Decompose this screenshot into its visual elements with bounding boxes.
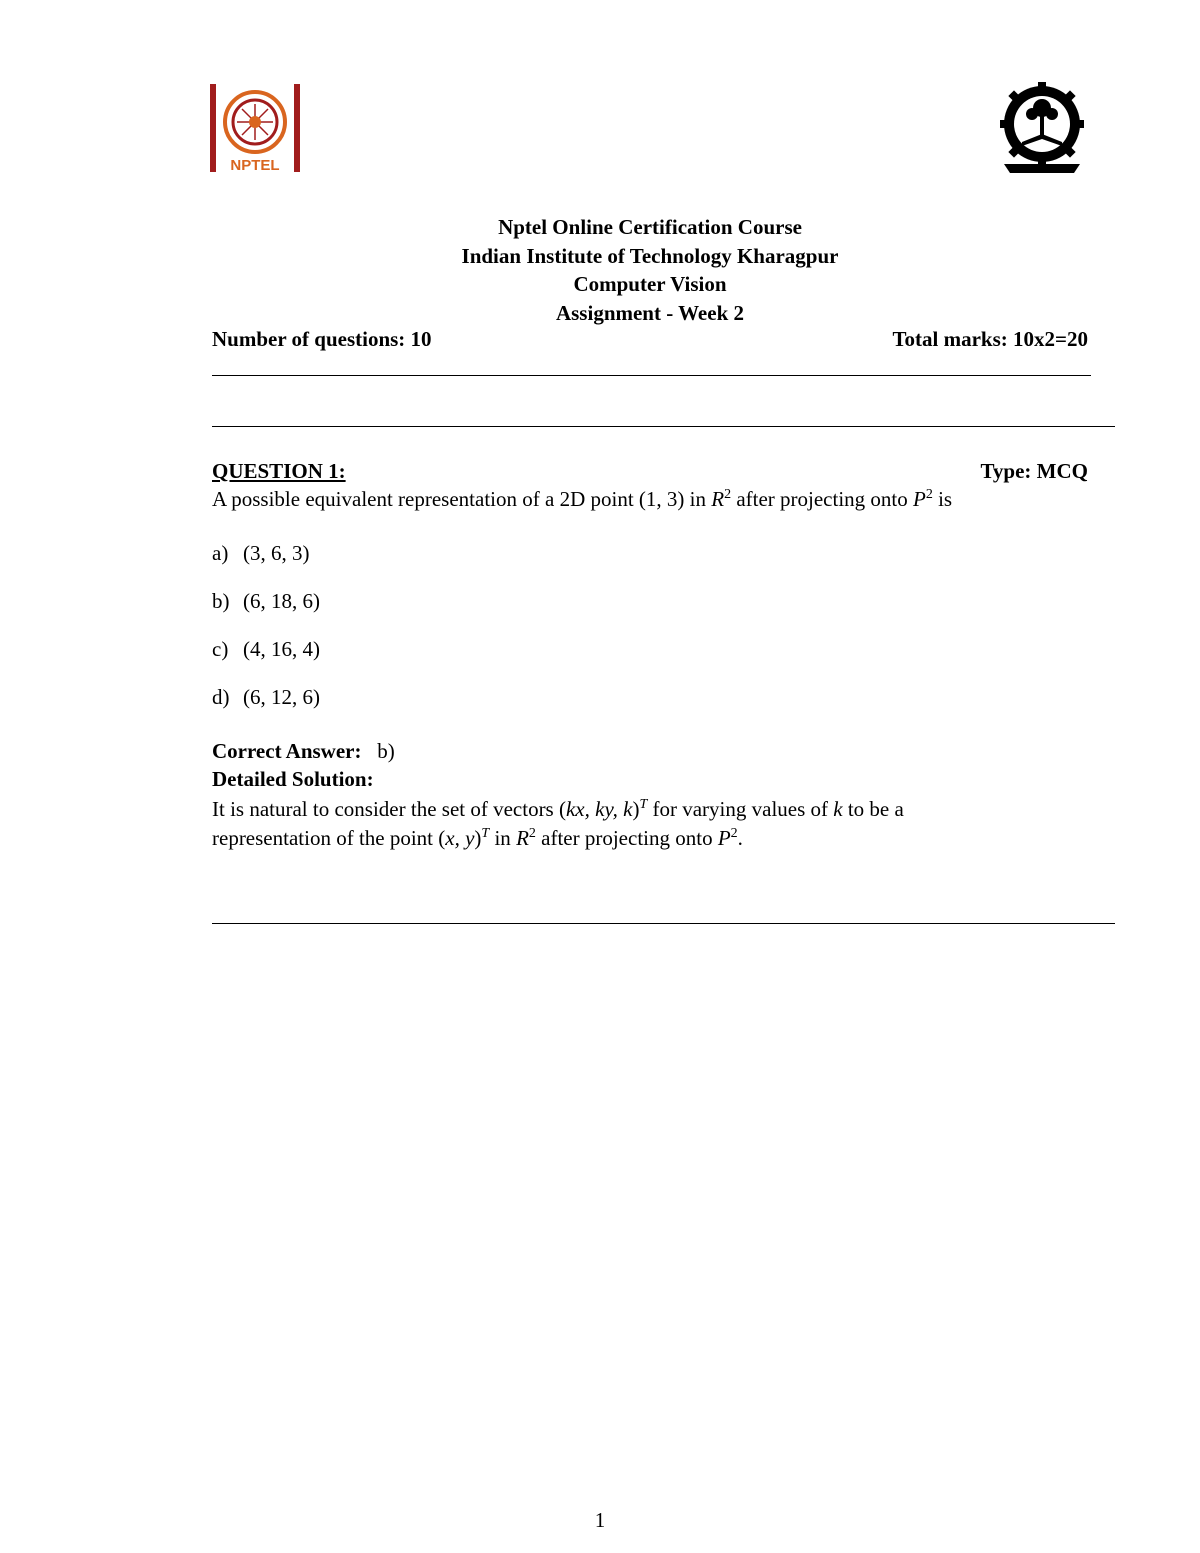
course-title: Nptel Online Certification Course [498, 215, 802, 239]
question-heading: QUESTION 1: [212, 459, 346, 483]
nptel-logo-text: NPTEL [230, 157, 280, 174]
solution-text: It is natural to consider the set of vectors (kx, ky, k)$^T$ for varying values of k to be a representation of the point (x, y)$^T$ in $R^2$ after projecting onto $P^2$. [212, 797, 904, 850]
option-c: c) (4, 16, 4) [212, 637, 320, 661]
option-a: a) (3, 6, 3) [212, 541, 310, 565]
option-d: d) (6, 12, 6) [212, 685, 320, 709]
divider [212, 426, 1115, 427]
question-count: Number of questions: 10 [212, 327, 432, 351]
assignment-meta [212, 327, 1088, 357]
nptel-logo [208, 82, 302, 174]
iit-kharagpur-seal [994, 82, 1090, 174]
divider [212, 923, 1115, 924]
institute-name: Indian Institute of Technology Kharagpur [461, 243, 839, 268]
question-type: Type: MCQ [980, 459, 1088, 483]
total-marks: Total marks: 10x2=20 [892, 327, 1088, 351]
question-text: A possible equivalent representation of a 2D point (1, 3) in $R^2$ after projecting onto $P^2$ is [212, 487, 953, 511]
course-header [212, 213, 1088, 327]
page-number: 1 [594, 1508, 606, 1532]
divider [212, 375, 1091, 376]
correct-answer: Correct Answer: b) [212, 739, 395, 763]
subject-name: Computer Vision [573, 272, 727, 296]
assignment-title: Assignment - Week 2 [555, 300, 745, 325]
solution-heading: Detailed Solution: [212, 767, 374, 791]
option-b: b) (6, 18, 6) [212, 589, 320, 613]
